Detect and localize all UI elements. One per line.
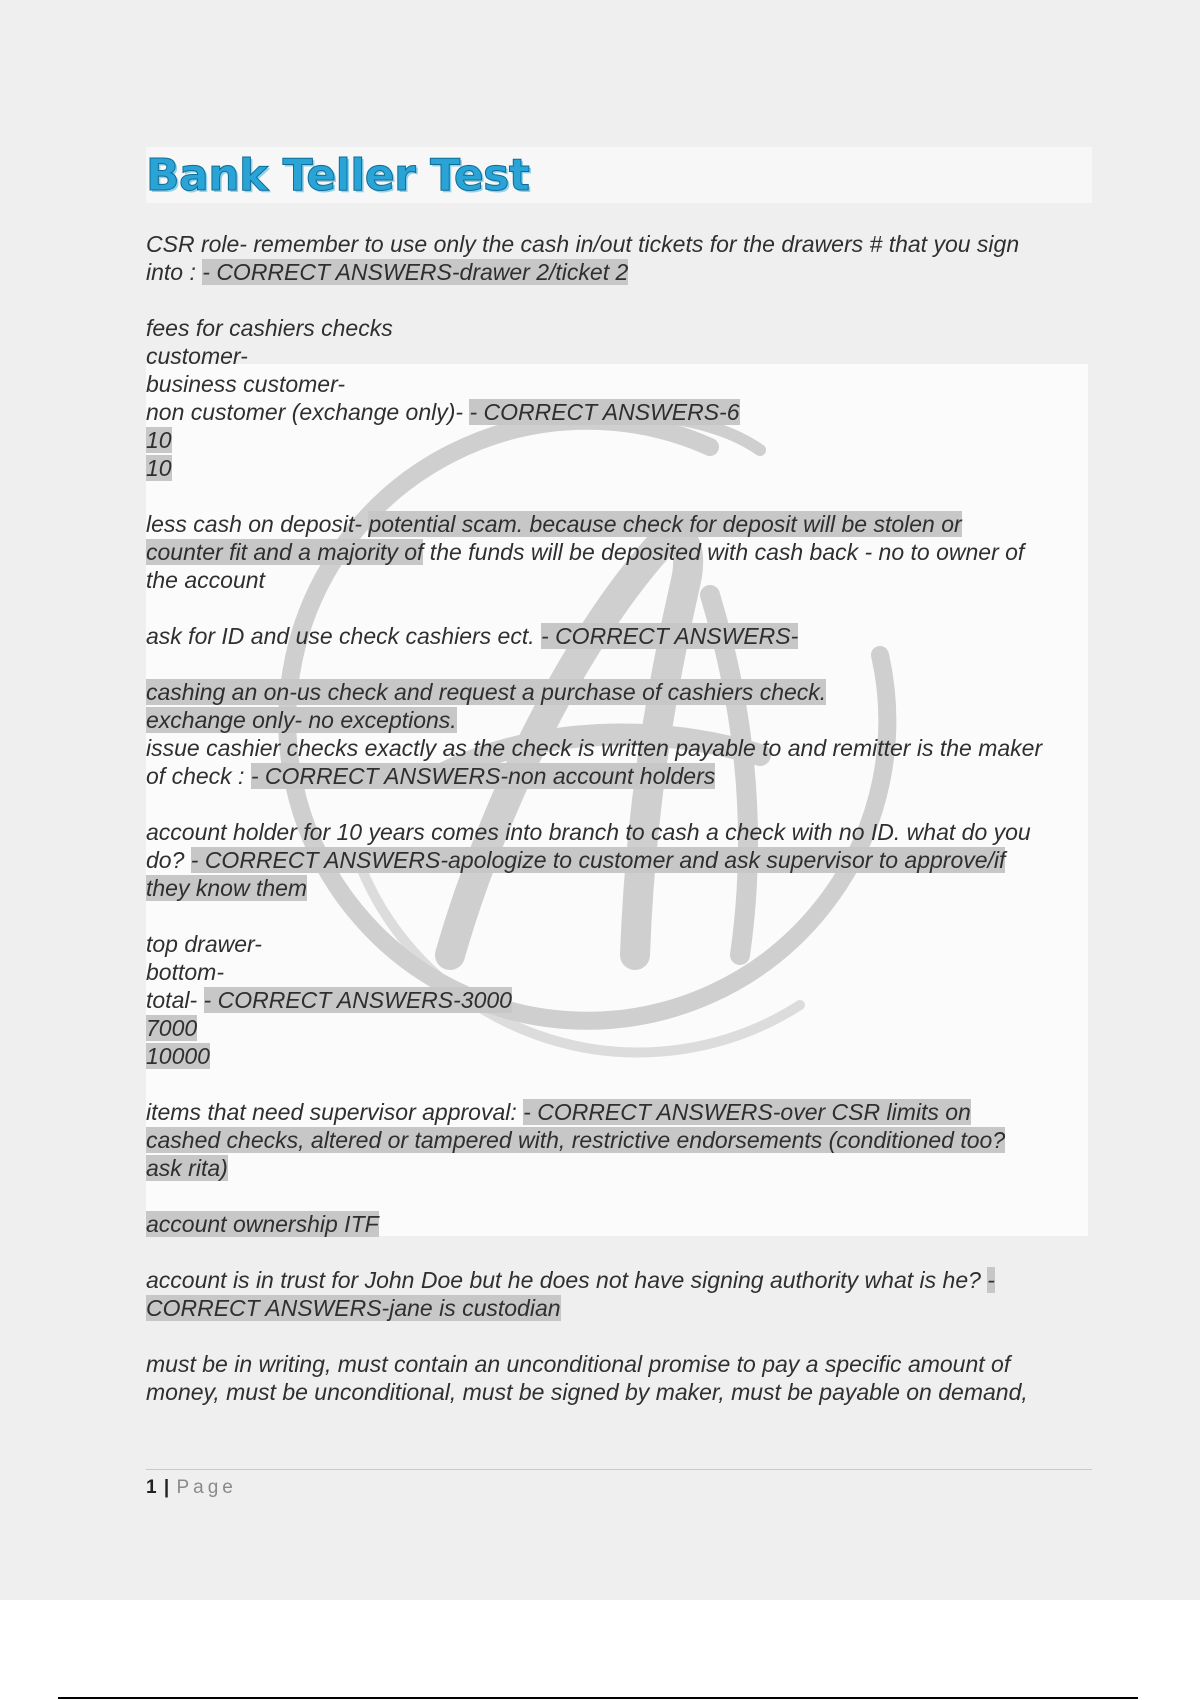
question-text: account is in trust for John Doe but he does not have signing authority what is he? <box>146 1267 988 1293</box>
question-text: business customer- <box>146 371 345 397</box>
question-text: ask for ID and use check cashiers ect. <box>146 623 542 649</box>
text-line <box>146 622 1096 650</box>
text-line <box>146 1378 1096 1406</box>
question-text: less cash on deposit- <box>146 511 369 537</box>
highlighted-answer-text: 10 <box>146 427 172 453</box>
text-line <box>146 958 1096 986</box>
question-text: the funds will be deposited with cash back - no to owner of <box>423 539 1025 565</box>
question-text: fees for cashiers checks <box>146 315 393 341</box>
text-line <box>146 678 1096 706</box>
question-text: into : <box>146 259 203 285</box>
question-text: the account <box>146 567 265 593</box>
page-footer <box>146 1476 237 1500</box>
question-text: issue cashier checks exactly as the check is written payable to and remitter is the maker <box>146 735 1043 761</box>
highlighted-answer-text: account ownership ITF <box>146 1211 379 1237</box>
text-line <box>146 230 1096 258</box>
question-text: must be in writing, must contain an unconditional promise to pay a specific amount of <box>146 1351 1011 1377</box>
text-line <box>146 874 1096 902</box>
qa-block <box>146 510 1096 594</box>
page-separator: | <box>163 1477 170 1498</box>
text-line <box>146 1014 1096 1042</box>
qa-block <box>146 622 1096 650</box>
text-line <box>146 342 1096 370</box>
qa-block <box>146 678 1096 790</box>
text-line <box>146 1042 1096 1070</box>
highlighted-answer-text: cashing an on-us check and request a purchase of cashiers check. <box>146 679 827 705</box>
question-text: account holder for 10 years comes into branch to cash a check with no ID. what do you <box>146 819 1031 845</box>
highlighted-answer-text: 10000 <box>146 1043 210 1069</box>
qa-block <box>146 1266 1096 1322</box>
highlighted-answer-text: potential scam. because check for deposit will be stolen or <box>368 511 962 537</box>
page-number: 1 <box>146 1477 157 1498</box>
question-text: items that need supervisor approval: <box>146 1099 524 1125</box>
question-text: top drawer- <box>146 931 262 957</box>
question-list <box>146 230 1096 1434</box>
question-text: money, must be unconditional, must be signed by maker, must be payable on demand, <box>146 1379 1028 1405</box>
highlighted-answer-text: counter fit and a majority of <box>146 539 424 565</box>
highlighted-answer-text: exchange only- no exceptions. <box>146 707 457 733</box>
highlighted-answer-text: - CORRECT ANSWERS-over CSR limits on <box>523 1099 971 1125</box>
highlighted-answer-text: 7000 <box>146 1015 198 1041</box>
highlighted-answer-text: CORRECT ANSWERS-jane is custodian <box>146 1295 561 1321</box>
text-line <box>146 426 1096 454</box>
qa-block <box>146 314 1096 482</box>
text-line <box>146 370 1096 398</box>
qa-block <box>146 230 1096 286</box>
text-line <box>146 538 1096 566</box>
qa-block <box>146 1098 1096 1182</box>
text-line <box>146 818 1096 846</box>
highlighted-answer-text: - CORRECT ANSWERS-non account holders <box>250 763 716 789</box>
highlighted-answer-text: - CORRECT ANSWERS-drawer 2/ticket 2 <box>202 259 629 285</box>
text-line <box>146 1266 1096 1294</box>
qa-block <box>146 818 1096 902</box>
highlighted-answer-text: - CORRECT ANSWERS- <box>541 623 799 649</box>
question-text: do? <box>146 847 191 873</box>
highlighted-answer-text: - CORRECT ANSWERS-3000 <box>203 987 512 1013</box>
question-text: of check : <box>146 763 251 789</box>
bottom-divider <box>58 1697 1138 1699</box>
question-text: customer- <box>146 343 248 369</box>
footer-divider <box>146 1469 1092 1470</box>
text-line <box>146 1154 1096 1182</box>
text-line <box>146 846 1096 874</box>
highlighted-answer-text: 10 <box>146 455 172 481</box>
highlighted-answer-text: ask rita) <box>146 1155 228 1181</box>
question-text: bottom- <box>146 959 224 985</box>
text-line <box>146 1210 1096 1238</box>
text-line <box>146 510 1096 538</box>
text-line <box>146 314 1096 342</box>
text-line <box>146 706 1096 734</box>
highlighted-answer-text: they know them <box>146 875 308 901</box>
text-line <box>146 762 1096 790</box>
highlighted-answer-text: - CORRECT ANSWERS-6 <box>469 399 740 425</box>
question-text: CSR role- remember to use only the cash in/out tickets for the drawers # that you sign <box>146 231 1020 257</box>
highlighted-answer-text: - <box>987 1267 995 1293</box>
question-text: non customer (exchange only)- <box>146 399 470 425</box>
text-line <box>146 454 1096 482</box>
text-line <box>146 398 1096 426</box>
question-text: total- <box>146 987 204 1013</box>
text-line <box>146 930 1096 958</box>
text-line <box>146 1294 1096 1322</box>
text-line <box>146 1126 1096 1154</box>
document-title: Bank Teller Test <box>146 150 530 201</box>
text-line <box>146 1098 1096 1126</box>
text-line <box>146 734 1096 762</box>
qa-block <box>146 930 1096 1070</box>
text-line <box>146 258 1096 286</box>
text-line <box>146 986 1096 1014</box>
qa-block <box>146 1350 1096 1406</box>
highlighted-answer-text: cashed checks, altered or tampered with, restrictive endorsements (conditioned too? <box>146 1127 1006 1153</box>
page-label: Page <box>176 1477 237 1498</box>
text-line <box>146 1350 1096 1378</box>
qa-block <box>146 1210 1096 1238</box>
text-line <box>146 566 1096 594</box>
highlighted-answer-text: - CORRECT ANSWERS-apologize to customer and ask supervisor to approve/if <box>190 847 1006 873</box>
